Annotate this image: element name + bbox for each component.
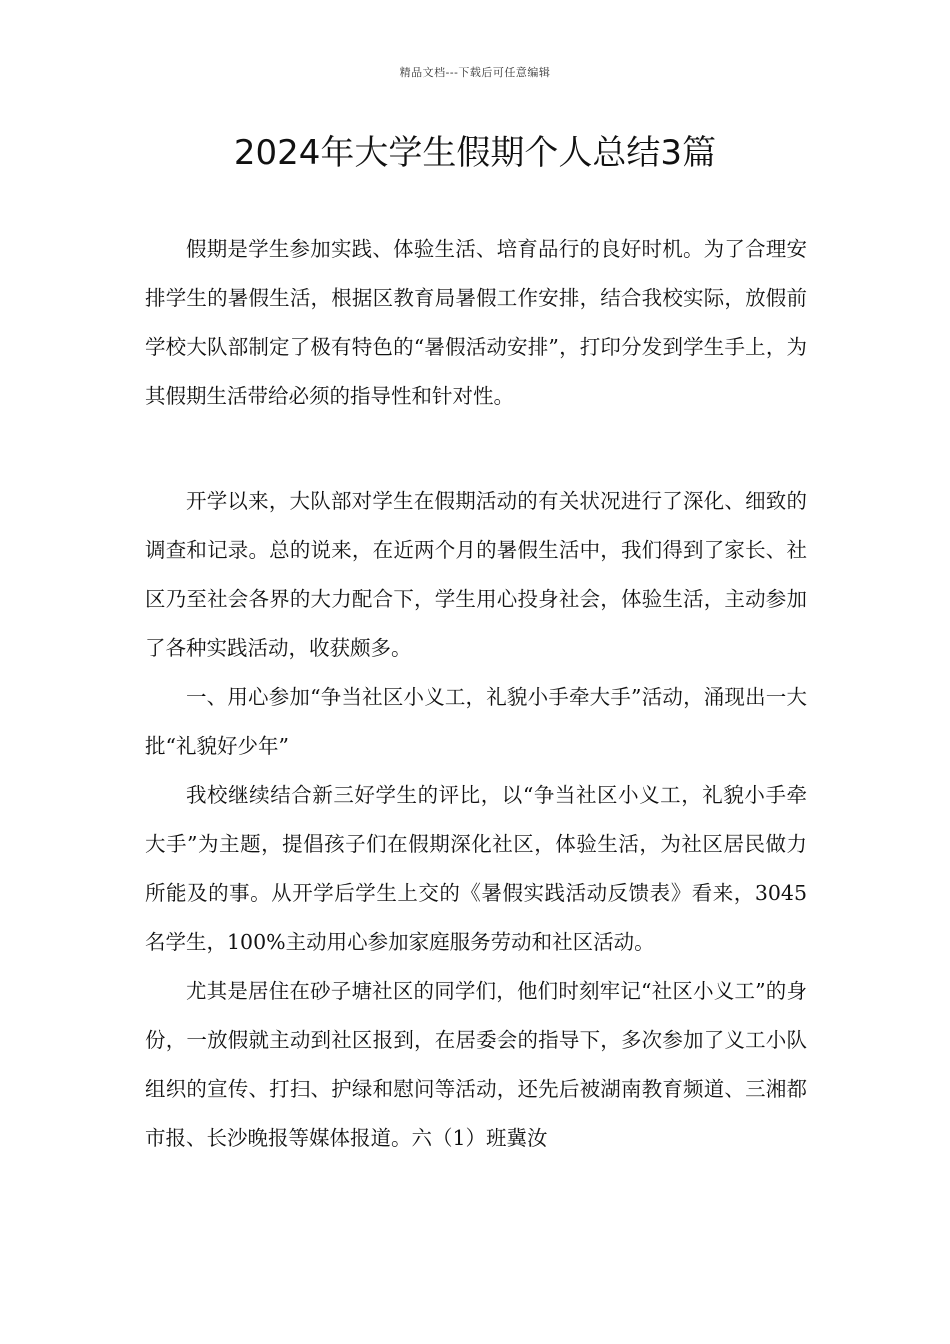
paragraph-activity: 我校继续结合新三好学生的评比，以“争当社区小义工，礼貌小手牵大手”为主题，提倡孩子们在假期深化社区，体验生活，为社区居民做力所能及的事。从开学后学生上交的《暑假实践活动反馈表》看来，3045名学生，100%主动用心参加家庭服务劳动和社区活动。 [145, 783, 807, 954]
header-note: 精品文档---下载后可任意编辑 [399, 66, 551, 79]
intro-section [145, 225, 807, 421]
paragraph-heading-one: 一、用心参加“争当社区小义工，礼貌小手牵大手”活动，涌现出一大批“礼貌好少年” [145, 685, 807, 758]
paragraph-intro: 假期是学生参加实践、体验生活、培育品行的良好时机。为了合理安排学生的暑假生活，根据区教育局暑假工作安排，结合我校实际，放假前学校大队部制定了极有特色的“暑假活动安排”，打印分发到学生手上，为其假期生活带给必须的指导性和针对性。 [145, 237, 807, 408]
paragraph-community: 尤其是居住在砂子塘社区的同学们，他们时刻牢记“社区小义工”的身份，一放假就主动到社区报到，在居委会的指导下，多次参加了义工小队组织的宣传、打扫、护绿和慰问等活动，还先后被湖南教育频道、三湘都市报、长沙晚报等媒体报道。六（1）班冀汝 [145, 979, 807, 1150]
document-title: 2024年大学生假期个人总结3篇 [233, 133, 717, 173]
paragraph-overview: 开学以来，大队部对学生在假期活动的有关状况进行了深化、细致的调查和记录。总的说来，在近两个月的暑假生活中，我们得到了家长、社区乃至社会各界的大力配合下，学生用心投身社会，体验生活，主动参加了各种实践活动，收获颇多。 [145, 489, 807, 660]
main-section [145, 477, 807, 1163]
